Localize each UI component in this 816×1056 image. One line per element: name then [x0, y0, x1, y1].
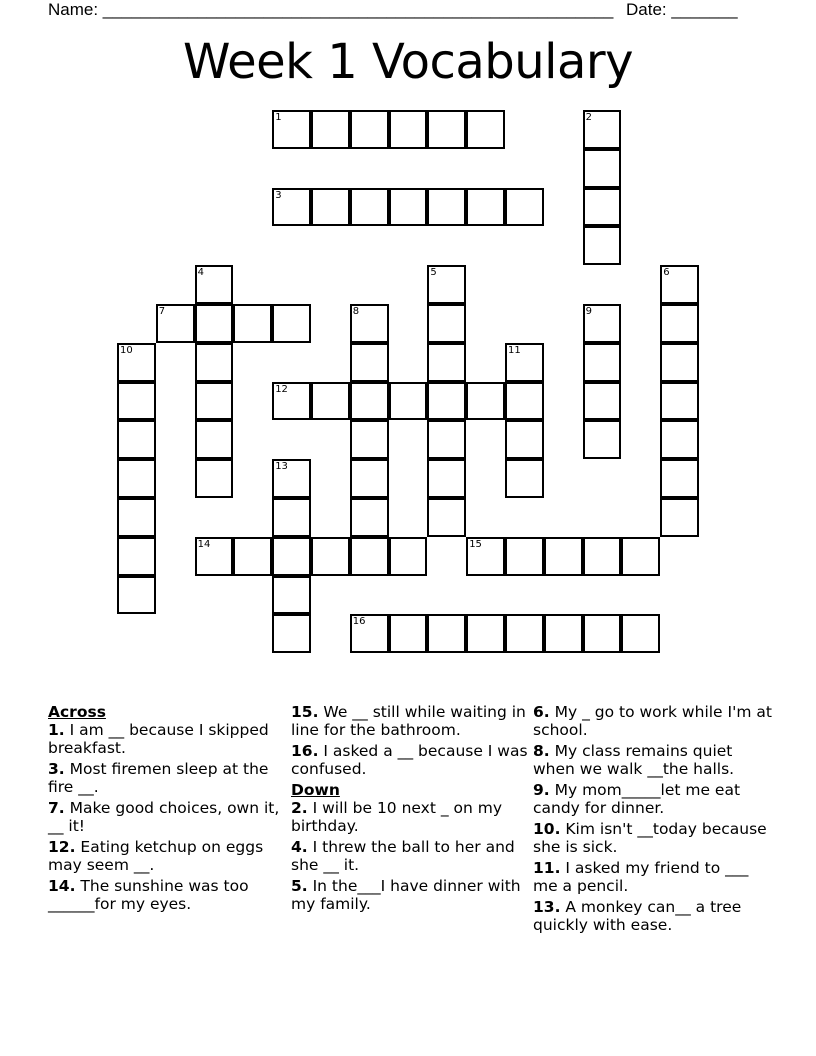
down-clue [533, 742, 773, 778]
crossword-cell[interactable] [350, 498, 389, 537]
crossword-cell[interactable] [583, 226, 622, 265]
clue-text: I threw the ball to her and she __ it. [291, 838, 515, 874]
crossword-cell[interactable] [583, 537, 622, 576]
clue-text: My _ go to work while I'm at school. [533, 703, 772, 739]
clue-number: 13 [275, 461, 288, 473]
clue-number: 13. [533, 898, 561, 916]
crossword-cell[interactable] [660, 304, 699, 343]
clue-number: 3. [48, 760, 65, 778]
crossword-cell[interactable] [505, 382, 544, 421]
clue-number: 11. [533, 859, 561, 877]
clue-number: 1. [48, 721, 65, 739]
crossword-cell[interactable] [272, 459, 311, 498]
clue-text: Make good choices, own it, __ it! [48, 799, 280, 835]
crossword-cell[interactable] [195, 304, 234, 343]
clue-text: I am __ because I skipped breakfast. [48, 721, 269, 757]
across-clue [291, 703, 531, 739]
clue-number: 5. [291, 877, 308, 895]
clue-number: 14 [197, 538, 211, 550]
across-heading: Across [48, 703, 106, 721]
crossword-cell[interactable] [311, 188, 350, 227]
clue-text: I asked my friend to ___ me a pencil. [533, 859, 749, 895]
crossword-cell[interactable] [427, 343, 466, 382]
clue-number: 4. [291, 838, 308, 856]
crossword-cell[interactable] [427, 188, 466, 227]
crossword-cell[interactable] [233, 537, 272, 576]
clue-text: Most firemen sleep at the fire __. [48, 760, 269, 796]
clue-number: 9 [585, 306, 592, 317]
across-clue [48, 760, 288, 796]
crossword-cell[interactable] [427, 265, 466, 304]
crossword-cell[interactable] [427, 382, 466, 421]
crossword-cell[interactable] [621, 614, 660, 653]
clue-number: 12 [275, 383, 288, 395]
crossword-cell[interactable] [544, 614, 583, 653]
crossword-cell[interactable] [505, 459, 544, 498]
crossword-cell[interactable] [660, 382, 699, 421]
crossword-cell[interactable] [350, 304, 389, 343]
crossword-cell[interactable] [621, 537, 660, 576]
down-clue [533, 859, 773, 895]
down-clue [291, 799, 531, 835]
crossword-cell[interactable] [583, 304, 622, 343]
crossword-cell[interactable] [583, 382, 622, 421]
crossword-cell[interactable] [350, 537, 389, 576]
crossword-cell[interactable] [272, 537, 311, 576]
crossword-cell[interactable] [466, 110, 505, 149]
crossword-cell[interactable] [583, 149, 622, 188]
crossword-cell[interactable] [195, 343, 234, 382]
crossword-cell[interactable] [350, 382, 389, 421]
across-clue [291, 742, 531, 778]
crossword-cell[interactable] [350, 343, 389, 382]
crossword-cell[interactable] [427, 459, 466, 498]
clue-number: 16. [291, 742, 319, 760]
crossword-cell[interactable] [660, 498, 699, 537]
crossword-cell[interactable] [505, 537, 544, 576]
crossword-cell[interactable] [311, 382, 350, 421]
crossword-cell[interactable] [389, 188, 428, 227]
crossword-cell[interactable] [350, 614, 389, 653]
crossword-cell[interactable] [427, 304, 466, 343]
across-clue [48, 799, 288, 835]
clue-number: 12. [48, 838, 76, 856]
crossword-cell[interactable] [311, 537, 350, 576]
clue-number: 16 [352, 616, 366, 628]
clues-column-1 [48, 703, 288, 916]
crossword-cell[interactable] [350, 188, 389, 227]
crossword-cell[interactable] [117, 537, 156, 576]
clue-number: 14. [48, 877, 76, 895]
across-clue [48, 877, 288, 913]
crossword-cell[interactable] [544, 537, 583, 576]
down-clue [533, 820, 773, 856]
clue-number: 10 [120, 344, 133, 356]
down-clue [291, 877, 531, 913]
crossword-cell[interactable] [660, 265, 699, 304]
crossword-cell[interactable] [117, 576, 156, 615]
crossword-cell[interactable] [156, 304, 195, 343]
crossword-cell[interactable] [466, 382, 505, 421]
page-title: Week 1 Vocabulary [182, 34, 634, 90]
crossword-cell[interactable] [427, 614, 466, 653]
clue-text: Kim isn't __today because she is sick. [533, 820, 767, 856]
name-field-label: Name: ______________________________________________________ [48, 0, 614, 19]
crossword-cell[interactable] [583, 188, 622, 227]
clue-text: A monkey can__ a tree quickly with ease. [533, 898, 742, 934]
across-clue [48, 721, 288, 757]
clue-number: 7. [48, 799, 65, 817]
crossword-cell[interactable] [466, 188, 505, 227]
clue-number: 2 [585, 112, 592, 123]
clue-text: In the___I have dinner with my family. [291, 877, 521, 913]
crossword-cell[interactable] [117, 343, 156, 382]
clue-text: We __ still while waiting in line for the bathroom. [291, 703, 526, 739]
crossword-cell[interactable] [660, 459, 699, 498]
crossword-cell[interactable] [466, 614, 505, 653]
crossword-cell[interactable] [272, 304, 311, 343]
crossword-cell[interactable] [427, 110, 466, 149]
crossword-cell[interactable] [117, 420, 156, 459]
clue-number: 6 [663, 267, 670, 279]
down-clue [533, 781, 773, 817]
date-field-label: Date: _______ [626, 0, 738, 19]
clue-number: 8 [352, 306, 360, 317]
crossword-cell[interactable] [583, 343, 622, 382]
clue-number: 8. [533, 742, 550, 760]
crossword-cell[interactable] [350, 420, 389, 459]
crossword-cell[interactable] [350, 459, 389, 498]
clues-column-2 [291, 703, 531, 916]
clue-number: 9. [533, 781, 550, 799]
clue-text: My class remains quiet when we walk __the halls. [533, 742, 735, 778]
crossword-cell[interactable] [233, 304, 272, 343]
crossword-cell[interactable] [311, 110, 350, 149]
crossword-cell[interactable] [195, 420, 234, 459]
crossword-cell[interactable] [583, 614, 622, 653]
crossword-cell[interactable] [505, 188, 544, 227]
crossword-cell[interactable] [427, 498, 466, 537]
crossword-cell[interactable] [117, 382, 156, 421]
crossword-cell[interactable] [389, 382, 428, 421]
crossword-cell[interactable] [272, 110, 311, 149]
crossword-cell[interactable] [660, 343, 699, 382]
clue-text: Eating ketchup on eggs may seem __. [48, 838, 264, 874]
crossword-cell[interactable] [505, 420, 544, 459]
crossword-cell[interactable] [466, 537, 505, 576]
crossword-cell[interactable] [427, 420, 466, 459]
crossword-cell[interactable] [195, 459, 234, 498]
crossword-cell[interactable] [195, 537, 234, 576]
clue-text: The sunshine was too ______for my eyes. [48, 877, 249, 913]
crossword-cell[interactable] [389, 614, 428, 653]
crossword-cell[interactable] [389, 110, 428, 149]
down-heading: Down [291, 781, 340, 799]
crossword-cell[interactable] [272, 382, 311, 421]
crossword-cell[interactable] [272, 188, 311, 227]
clue-text: I will be 10 next _ on my birthday. [291, 799, 503, 835]
clue-number: 15 [469, 538, 482, 550]
crossword-cell[interactable] [660, 420, 699, 459]
clue-number: 6. [533, 703, 550, 721]
crossword-cell[interactable] [272, 576, 311, 615]
clue-text: I asked a __ because I was confused. [291, 742, 528, 778]
clue-number: 5 [430, 267, 437, 279]
clue-number: 10. [533, 820, 561, 838]
across-clue [48, 838, 288, 874]
clue-number: 4 [197, 267, 204, 279]
clue-number: 3 [275, 189, 282, 201]
crossword-cell[interactable] [195, 265, 234, 304]
clue-number: 2. [291, 799, 308, 817]
crossword-cell[interactable] [583, 110, 622, 149]
crossword-cell[interactable] [583, 420, 622, 459]
crossword-cell[interactable] [117, 498, 156, 537]
clue-number: 15. [291, 703, 319, 721]
clues-column-3 [533, 703, 773, 937]
clue-text: My mom_____let me eat candy for dinner. [533, 781, 741, 817]
crossword-cell[interactable] [389, 537, 428, 576]
crossword-cell[interactable] [117, 459, 156, 498]
clue-number: 1 [275, 112, 282, 123]
clue-number: 11 [508, 344, 521, 356]
crossword-cell[interactable] [272, 614, 311, 653]
clue-number: 7 [158, 306, 166, 317]
crossword-cell[interactable] [505, 343, 544, 382]
crossword-cell[interactable] [272, 498, 311, 537]
crossword-cell[interactable] [195, 382, 234, 421]
down-clue [533, 703, 773, 739]
down-clue [291, 838, 531, 874]
crossword-cell[interactable] [505, 614, 544, 653]
down-clue [533, 898, 773, 934]
crossword-cell[interactable] [350, 110, 389, 149]
